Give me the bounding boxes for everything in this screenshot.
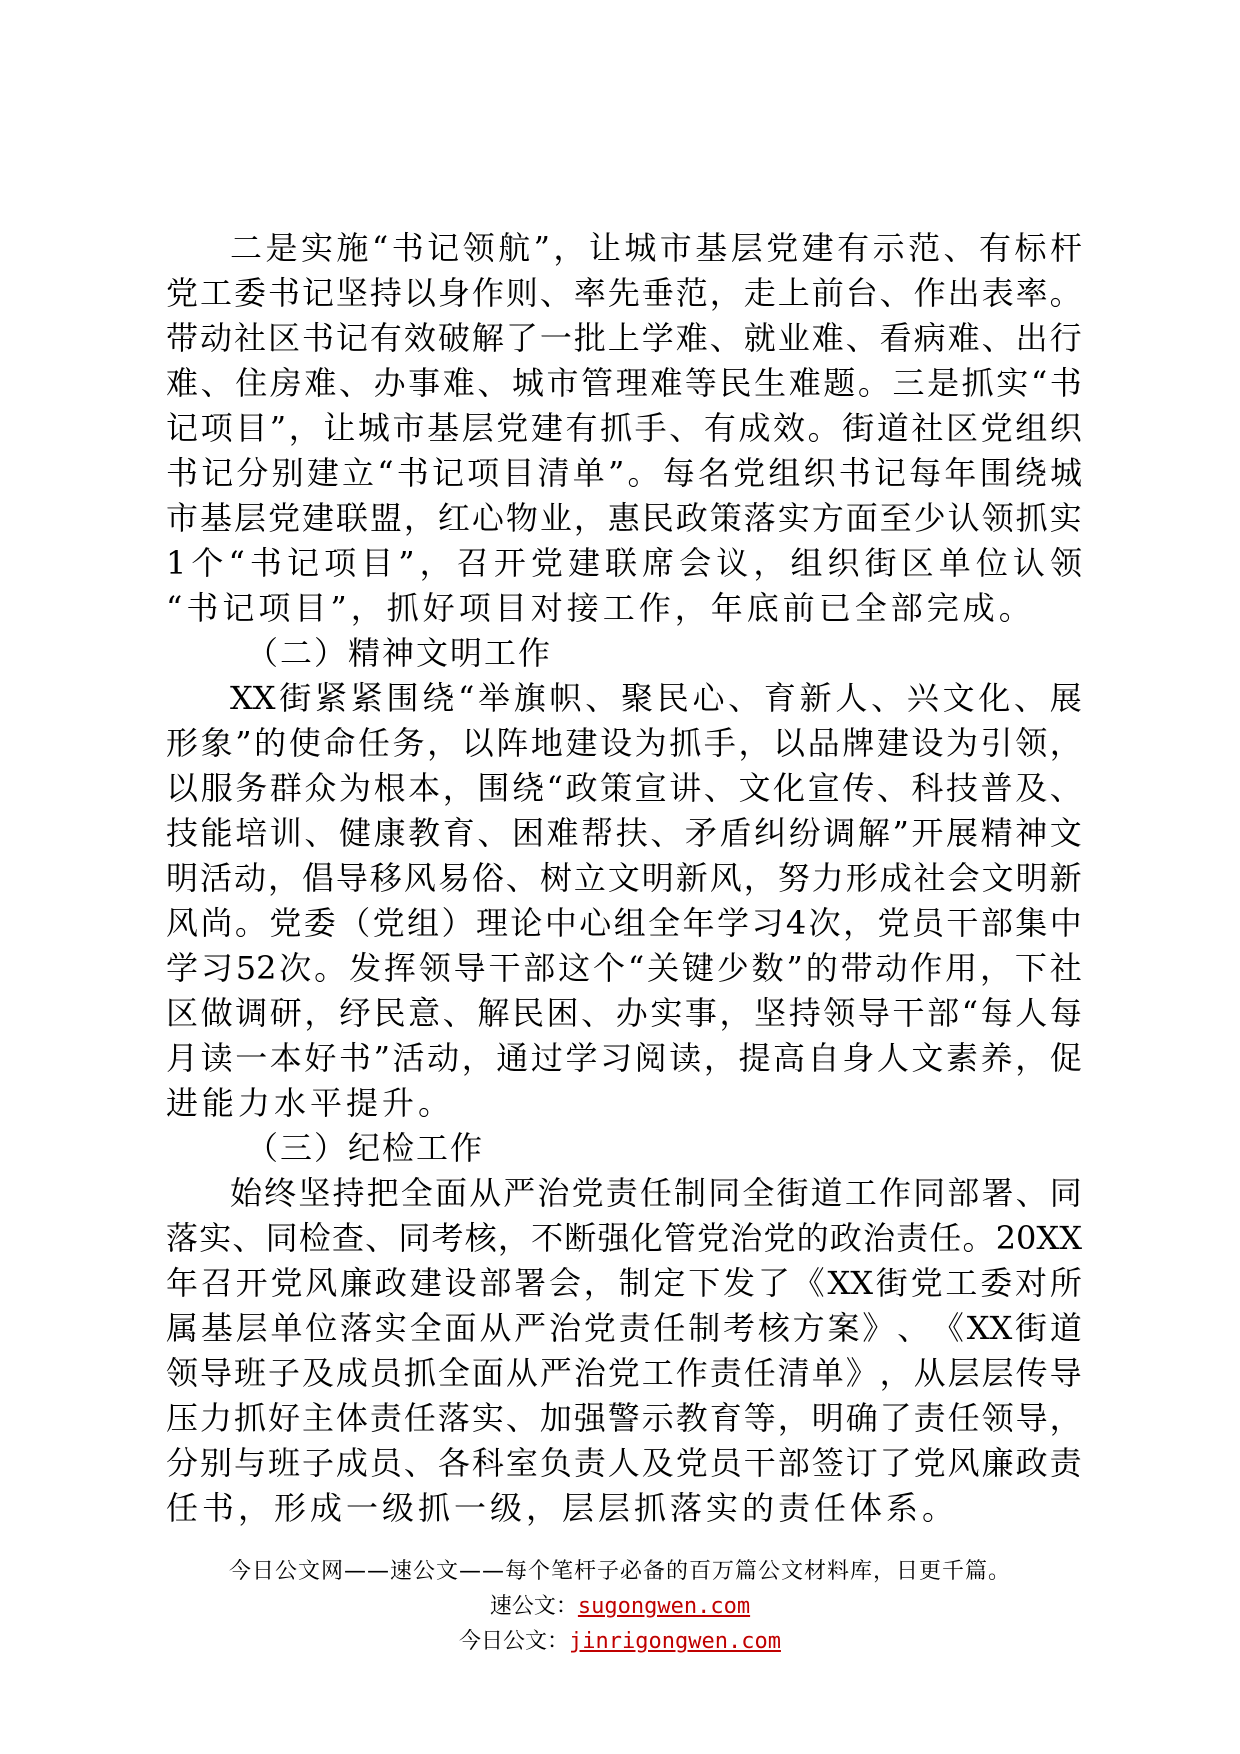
section-heading: （三）纪检工作 bbox=[246, 1129, 485, 1167]
paragraph-line: 市 基 层 党 建 联 盟 ， 红 心 物 业 ， 惠 民 政 策 落 实 方 面 至 少 认 领 抓 实 bbox=[166, 499, 1082, 537]
footer-link1-label: 速公文： bbox=[489, 1594, 578, 1619]
paragraph-line: 带 动 社 区 书 记 有 效 破 解 了 一 批 上 学 难 、 就 业 难 、 看 病 难 、 出 行 bbox=[166, 319, 1082, 357]
section-heading: （二）精神文明工作 bbox=[246, 634, 553, 672]
footer-tagline: 今日公文网——速公文——每个笔杆子必备的百万篇公文材料库，日更千篇。 bbox=[228, 1559, 1011, 1584]
paragraph-line: 属 基 层 单 位 落 实 全 面 从 严 治 党 责 任 制 考 核 方 案 》 、 《 XX 街 道 bbox=[166, 1309, 1082, 1347]
paragraph-line: 技 能 培 训 、 健 康 教 育 、 困 难 帮 扶 、 矛 盾 纠 纷 调 解 ” 开 展 精 神 文 bbox=[166, 814, 1082, 852]
paragraph-line: 学 习 52 次 。 发 挥 领 导 干 部 这 个 “ 关 键 少 数 ” 的 带 动 作 用 ， 下 社 bbox=[166, 949, 1082, 987]
footer-link1-url[interactable]: sugongwen.com bbox=[577, 1594, 751, 1619]
paragraph-line: 难 、 住 房 难 、 办 事 难 、 城 市 管 理 难 等 民 生 难 题 。 三 是 抓 实 “ 书 bbox=[166, 364, 1082, 402]
paragraph-line: 任书，形成一级抓一级，层层抓落实的责任体系。 bbox=[166, 1489, 959, 1527]
paragraph-line: 领 导 班 子 及 成 员 抓 全 面 从 严 治 党 工 作 责 任 清 单 》 ， 从 层 层 传 导 bbox=[166, 1354, 1082, 1392]
paragraph-line: 1 个 “ 书 记 项 目 ” ， 召 开 党 建 联 席 会 议 ， 组 织 街 区 单 位 认 领 bbox=[166, 544, 1082, 582]
footer-link2-label: 今日公文： bbox=[459, 1629, 570, 1654]
paragraph-line: 书 记 分 别 建 立 “ 书 记 项 目 清 单 ” 。 每 名 党 组 织 书 记 每 年 围 绕 城 bbox=[166, 454, 1082, 492]
document-body bbox=[166, 226, 1082, 1531]
paragraph-line: 党 工 委 书 记 坚 持 以 身 作 则 、 率 先 垂 范 ， 走 上 前 台 、 作 出 表 率 。 bbox=[166, 274, 1082, 312]
paragraph-line: 以 服 务 群 众 为 根 本 ， 围 绕 “ 政 策 宣 讲 、 文 化 宣 传 、 科 技 普 及 、 bbox=[166, 769, 1082, 807]
paragraph-line: 明 活 动 ， 倡 导 移 风 易 俗 、 树 立 文 明 新 风 ， 努 力 形 成 社 会 文 明 新 bbox=[166, 859, 1082, 897]
footer-link2-url[interactable]: jinrigongwen.com bbox=[569, 1629, 781, 1654]
paragraph-line: 区 做 调 研 ， 纾 民 意 、 解 民 困 、 办 实 事 ， 坚 持 领 导 干 部 “ 每 人 每 bbox=[166, 994, 1082, 1032]
footer-link-sugongwen bbox=[0, 1592, 1240, 1622]
paragraph-line: “书记项目”，抓好项目对接工作，年底前已全部完成。 bbox=[166, 589, 1035, 627]
paragraph-line: 分 别 与 班 子 成 员 、 各 科 室 负 责 人 及 党 员 干 部 签 订 了 党 风 廉 政 责 bbox=[166, 1444, 1082, 1482]
paragraph-line: 落 实 、 同 检 查 、 同 考 核 ， 不 断 强 化 管 党 治 党 的 政 治 责 任 。 20XX bbox=[166, 1219, 1082, 1257]
paragraph-line: 二 是 实 施 “ 书 记 领 航 ” ， 让 城 市 基 层 党 建 有 示 范 、 有 标 杆 bbox=[230, 229, 1082, 267]
paragraph-line: 月 读 一 本 好 书 ” 活 动 ， 通 过 学 习 阅 读 ， 提 高 自 身 人 文 素 养 ， 促 bbox=[166, 1039, 1082, 1077]
paragraph-line: XX 街 紧 紧 围 绕 “ 举 旗 帜 、 聚 民 心 、 育 新 人 、 兴 文 化 、 展 bbox=[230, 679, 1082, 717]
paragraph-line: 年 召 开 党 风 廉 政 建 设 部 署 会 ， 制 定 下 发 了 《 XX 街 党 工 委 对 所 bbox=[166, 1264, 1082, 1302]
paragraph-line: 风 尚 。 党 委 （ 党 组 ） 理 论 中 心 组 全 年 学 习 4 次 ， 党 员 干 部 集 中 bbox=[166, 904, 1082, 942]
paragraph-line: 进能力水平提升。 bbox=[166, 1084, 455, 1122]
paragraph-line: 始 终 坚 持 把 全 面 从 严 治 党 责 任 制 同 全 街 道 工 作 同 部 署 、 同 bbox=[230, 1174, 1082, 1212]
paragraph-line: 压 力 抓 好 主 体 责 任 落 实 、 加 强 警 示 教 育 等 ， 明 确 了 责 任 领 导 ， bbox=[166, 1399, 1082, 1437]
paragraph-line: 记 项 目 ” ， 让 城 市 基 层 党 建 有 抓 手 、 有 成 效 。 街 道 社 区 党 组 织 bbox=[166, 409, 1082, 447]
footer-link-jinrigongwen bbox=[0, 1627, 1240, 1657]
paragraph-line: 形 象 ” 的 使 命 任 务 ， 以 阵 地 建 设 为 抓 手 ， 以 品 牌 建 设 为 引 领 ， bbox=[166, 724, 1082, 762]
